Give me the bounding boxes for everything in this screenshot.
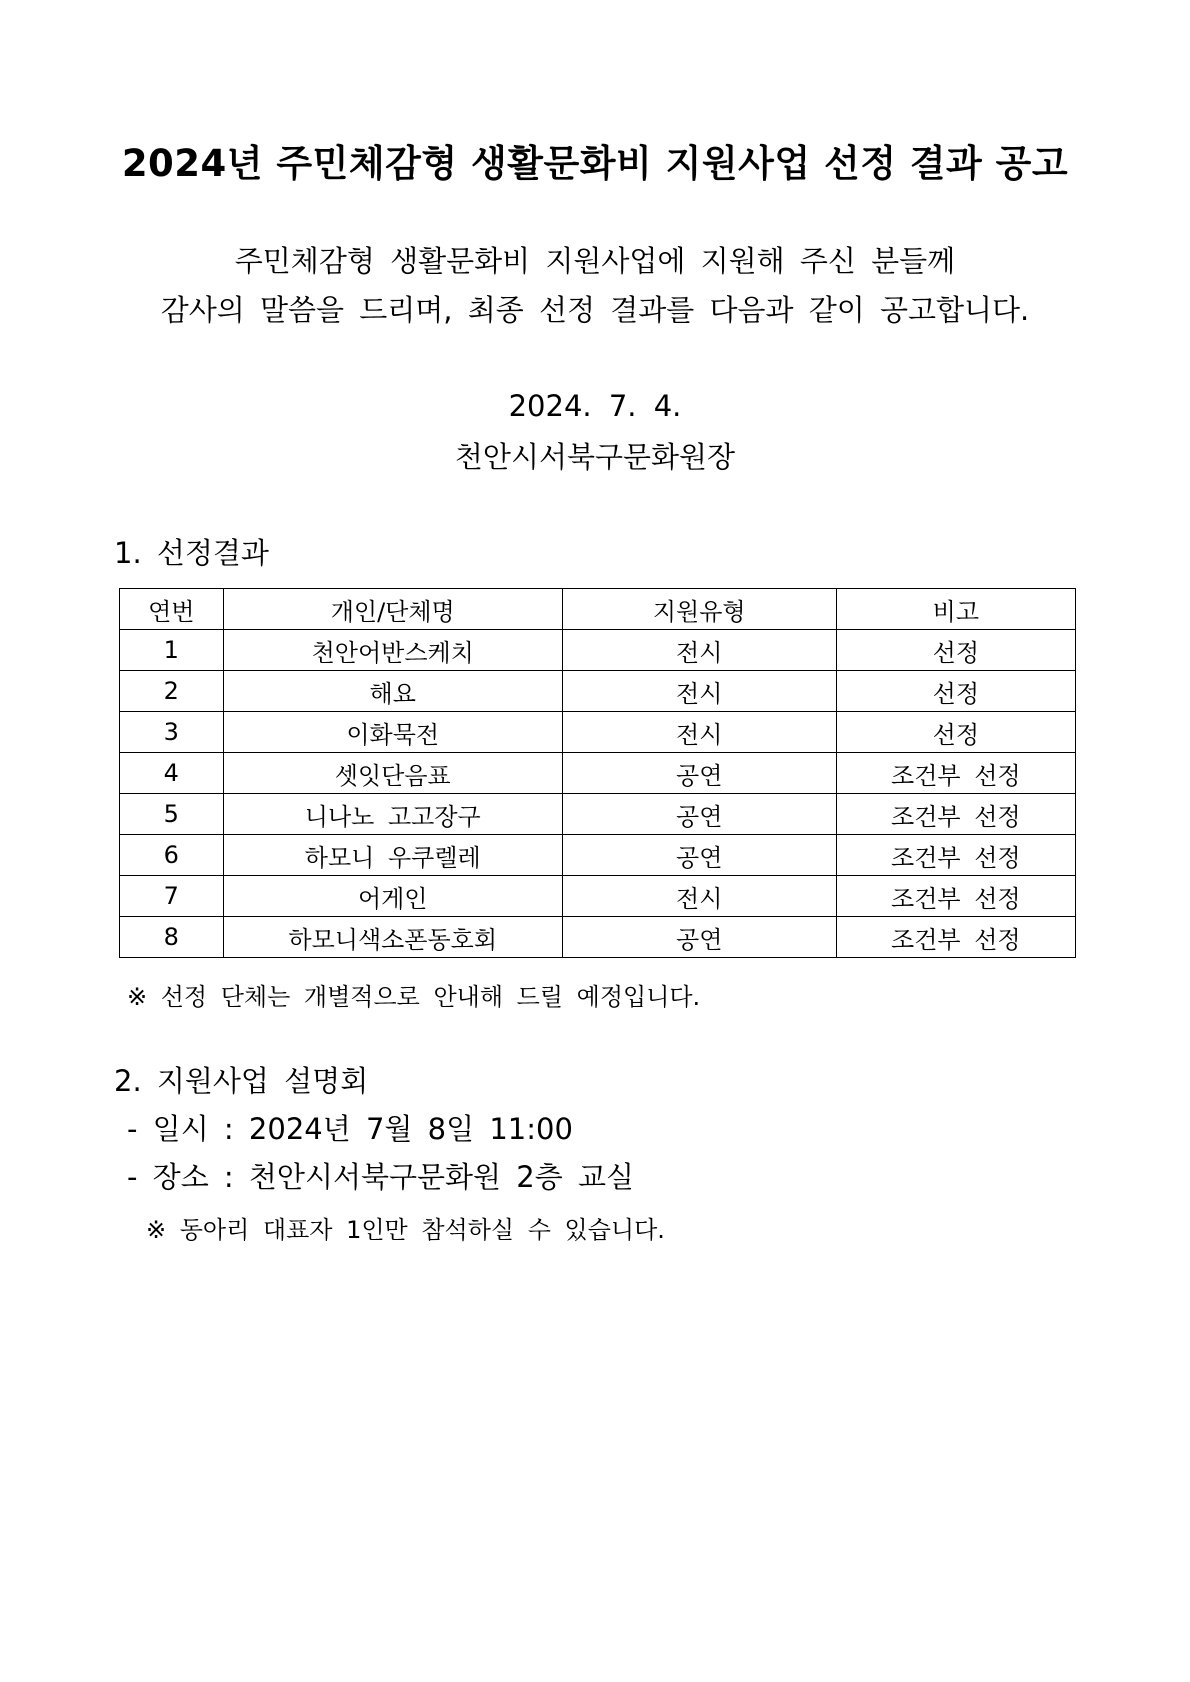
cell-name: 셋잇단음표 bbox=[223, 753, 562, 794]
table-row bbox=[120, 671, 1076, 712]
briefing-datetime: - 일시 : 2024년 7월 8일 11:00 bbox=[127, 1112, 573, 1146]
cell-type: 전시 bbox=[562, 630, 836, 671]
cell-type: 전시 bbox=[562, 876, 836, 917]
organization-signature: 천안시서북구문화원장 bbox=[454, 440, 736, 474]
cell-number: 8 bbox=[120, 917, 224, 958]
header-name: 개인/단체명 bbox=[223, 589, 562, 630]
cell-remarks: 조건부 선정 bbox=[836, 917, 1075, 958]
cell-number: 5 bbox=[120, 794, 224, 835]
table-row bbox=[120, 917, 1076, 958]
table-row bbox=[120, 753, 1076, 794]
cell-type: 전시 bbox=[562, 671, 836, 712]
table-row bbox=[120, 835, 1076, 876]
header-type: 지원유형 bbox=[562, 589, 836, 630]
cell-number: 3 bbox=[120, 712, 224, 753]
cell-number: 6 bbox=[120, 835, 224, 876]
header-number: 연번 bbox=[120, 589, 224, 630]
cell-type: 공연 bbox=[562, 753, 836, 794]
table-row bbox=[120, 876, 1076, 917]
cell-name: 어게인 bbox=[223, 876, 562, 917]
cell-number: 7 bbox=[120, 876, 224, 917]
cell-type: 공연 bbox=[562, 917, 836, 958]
table-row bbox=[120, 630, 1076, 671]
cell-number: 2 bbox=[120, 671, 224, 712]
announcement-date: 2024. 7. 4. bbox=[508, 389, 682, 423]
cell-name: 하모니 우쿠렐레 bbox=[223, 835, 562, 876]
cell-remarks: 선정 bbox=[836, 630, 1075, 671]
cell-remarks: 조건부 선정 bbox=[836, 876, 1075, 917]
selection-note: ※ 선정 단체는 개별적으로 안내해 드릴 예정입니다. bbox=[127, 983, 701, 1011]
cell-remarks: 조건부 선정 bbox=[836, 835, 1075, 876]
intro-line-1: 주민체감형 생활문화비 지원사업에 지원해 주신 분들께 bbox=[234, 244, 956, 278]
table-row bbox=[120, 794, 1076, 835]
cell-type: 전시 bbox=[562, 712, 836, 753]
cell-remarks: 선정 bbox=[836, 671, 1075, 712]
cell-number: 1 bbox=[120, 630, 224, 671]
cell-type: 공연 bbox=[562, 835, 836, 876]
section-2-heading: 2. 지원사업 설명회 bbox=[114, 1064, 369, 1098]
cell-name: 해요 bbox=[223, 671, 562, 712]
cell-name: 이화묵전 bbox=[223, 712, 562, 753]
table-header-row bbox=[120, 589, 1076, 630]
selection-results-table bbox=[119, 588, 1076, 958]
cell-name: 니나노 고고장구 bbox=[223, 794, 562, 835]
cell-remarks: 선정 bbox=[836, 712, 1075, 753]
section-1-heading: 1. 선정결과 bbox=[114, 536, 269, 570]
intro-line-2: 감사의 말씀을 드리며, 최종 선정 결과를 다음과 같이 공고합니다. bbox=[160, 293, 1030, 327]
briefing-place: - 장소 : 천안시서북구문화원 2층 교실 bbox=[127, 1160, 634, 1194]
cell-number: 4 bbox=[120, 753, 224, 794]
cell-name: 하모니색소폰동호회 bbox=[223, 917, 562, 958]
cell-remarks: 조건부 선정 bbox=[836, 794, 1075, 835]
cell-remarks: 조건부 선정 bbox=[836, 753, 1075, 794]
document-title: 2024년 주민체감형 생활문화비 지원사업 선정 결과 공고 bbox=[121, 142, 1069, 185]
cell-name: 천안어반스케치 bbox=[223, 630, 562, 671]
table-row bbox=[120, 712, 1076, 753]
attendance-note: ※ 동아리 대표자 1인만 참석하실 수 있습니다. bbox=[146, 1216, 665, 1244]
cell-type: 공연 bbox=[562, 794, 836, 835]
header-remarks: 비고 bbox=[836, 589, 1075, 630]
